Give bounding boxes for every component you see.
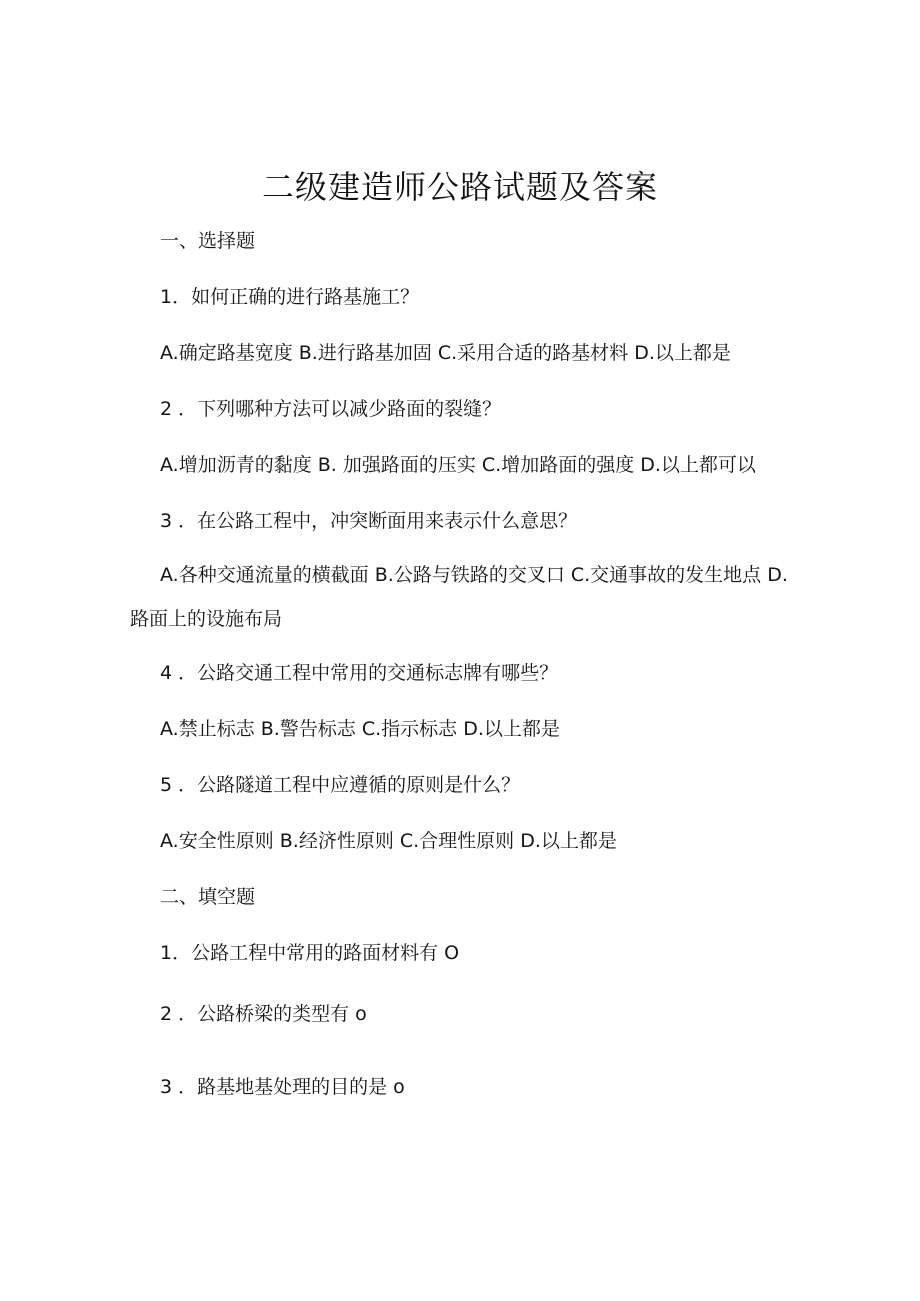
- question-4-options: A.禁止标志 B.警告标志 C.指示标志 D.以上都是: [160, 718, 560, 740]
- question-5: 5 ．公路隧道工程中应遵循的原则是什么？: [160, 774, 521, 796]
- question-3: 3 ．在公路工程中，冲突断面用来表示什么意思？: [160, 510, 578, 532]
- question-3-options: A.各种交通流量的横截面 B.公路与铁路的交叉口 C.交通事故的发生地点 D.路面上的设施布局: [130, 564, 788, 630]
- question-5-options: A.安全性原则 B.经济性原则 C.合理性原则 D.以上都是: [160, 830, 617, 852]
- fill-question-2: 2 ．公路桥梁的类型有 o: [160, 1003, 367, 1025]
- document-title: 二级建造师公路试题及答案: [261, 168, 658, 206]
- question-4: 4 ．公路交通工程中常用的交通标志牌有哪些？: [160, 662, 559, 684]
- question-2: 2 ．下列哪种方法可以减少路面的裂缝？: [160, 398, 502, 420]
- question-1: 1．如何正确的进行路基施工？: [160, 286, 420, 308]
- question-2-options: A.增加沥青的黏度 B. 加强路面的压实 C.增加路面的强度 D.以上都可以: [160, 454, 756, 476]
- fill-question-1: 1．公路工程中常用的路面材料有 O: [160, 942, 460, 964]
- section-heading-choice: 一、选择题: [160, 230, 256, 252]
- question-1-options: A.确定路基宽度 B.进行路基加固 C.采用合适的路基材料 D.以上都是: [160, 342, 731, 364]
- fill-question-3: 3 ．路基地基处理的目的是 o: [160, 1076, 405, 1098]
- section-heading-fill-in: 二、填空题: [160, 886, 256, 908]
